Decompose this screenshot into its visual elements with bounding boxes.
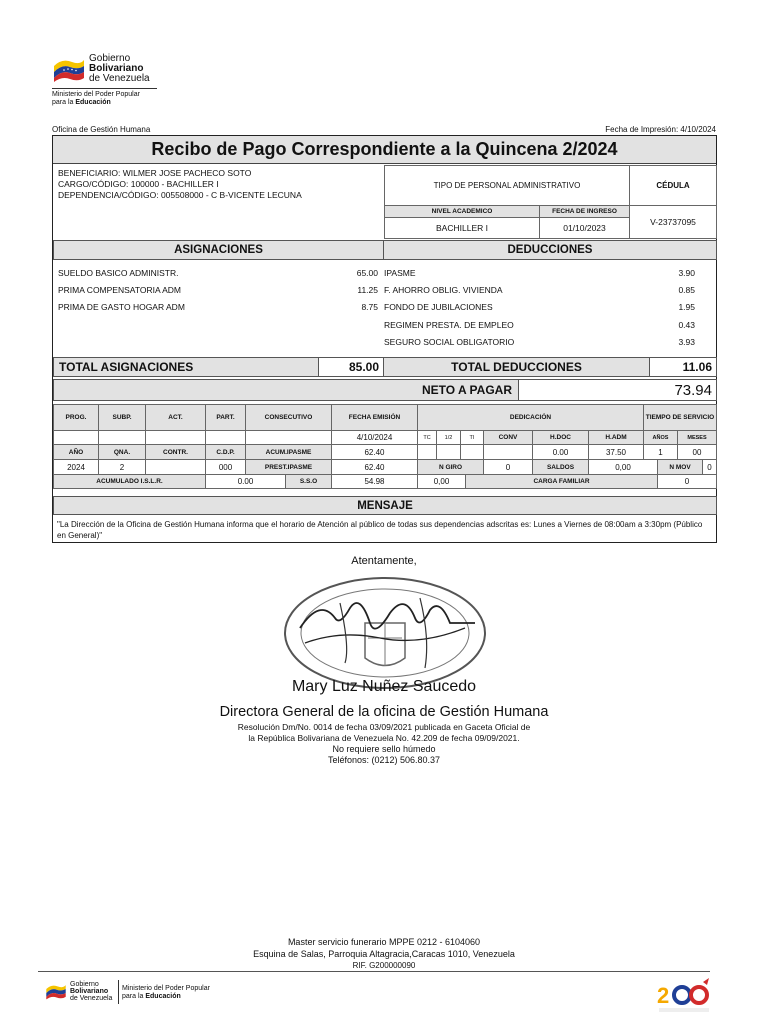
svg-text:2: 2: [657, 983, 670, 1008]
grid-subp-label: SUBP.: [98, 404, 146, 431]
grid-anos-label: AÑOS: [643, 430, 678, 445]
grid-n-mov-label: N MOV: [657, 459, 703, 475]
id-value: V-23737095: [629, 205, 717, 239]
footer-logo-gobierno: Gobierno: [70, 981, 99, 988]
footer-logo-ministry: Ministerio del Poder Popular: [122, 985, 210, 992]
assignment-value: 8.75: [361, 302, 378, 312]
grid-act-value: [145, 430, 206, 445]
footer-logo-bolivariano: Bolivariano: [70, 988, 109, 995]
resolution-info: [0, 722, 768, 766]
grid-saldos-value: 0,00: [588, 459, 658, 475]
grid-prog-label: PROG.: [53, 404, 99, 431]
logo-text-ministry: Ministerio del Poder Popular: [52, 91, 140, 98]
grid-ano-label: AÑO: [53, 444, 99, 460]
grid-consecutivo-value: [245, 430, 332, 445]
signer-role: Directora General de la oficina de Gestión Humana: [219, 704, 549, 720]
print-date: Fecha de Impresión: 4/10/2024: [605, 125, 716, 134]
grid-carga-familiar-label: CARGA FAMILIAR: [465, 474, 658, 489]
deduction-label: FONDO DE JUBILACIONES: [384, 302, 493, 312]
beneficiary-name: BENEFICIARIO: WILMER JOSE PACHECO SOTO: [58, 168, 252, 178]
deductions-header: DEDUCCIONES: [383, 240, 717, 260]
academic-level-label: NIVEL ACADEMICO: [384, 205, 540, 218]
total-assignments-value: 85.00: [318, 357, 384, 377]
grid-ano-value: 2024: [53, 459, 99, 475]
deduction-value: 0.85: [678, 285, 695, 295]
deduction-value: 3.93: [678, 337, 695, 347]
no-stamp-note: No requiere sello húmedo: [332, 744, 436, 754]
grid-dedicacion-label: DEDICACIÓN: [417, 404, 644, 431]
deduction-label: REGIMEN PRESTA. DE EMPLEO: [384, 320, 514, 330]
logo-text-bolivariano: Bolivariano: [89, 63, 144, 74]
grid-n-giro-label: N GIRO: [417, 459, 484, 475]
grid-half-label: 1/2: [436, 430, 461, 445]
resolution-line-1: Resolución Dm/No. 0014 de fecha 03/09/2021 publicada en Gaceta Oficial de: [237, 722, 531, 732]
deduction-value: 3.90: [678, 268, 695, 278]
pay-receipt: [52, 135, 717, 543]
footer-info: [0, 936, 768, 972]
logo-text-education: para la Educación: [52, 99, 111, 106]
venezuela-flag-icon: [52, 56, 86, 82]
total-deductions-value: 11.06: [649, 357, 717, 377]
hire-date-value: 01/10/2023: [539, 217, 630, 239]
message-text: "La Dirección de la Oficina de Gestión Humana informa que el horario de Atención al público de todas sus dependencias adscritas es: Lunes a Viernes de 08:00am a 3:30pm (Público en General)": [57, 520, 703, 540]
grid-tc-label: TC: [417, 430, 437, 445]
phone-numbers: Teléfonos: (0212) 506.80.37: [327, 755, 441, 765]
grid-acum-ipasme-value: 62.40: [331, 444, 418, 460]
assignments-header: ASIGNACIONES: [53, 240, 384, 260]
grid-sso-label: S.S.O: [285, 474, 332, 489]
grid-conv-label: CONV: [483, 430, 533, 445]
grid-prest-ipasme-value: 62.40: [331, 459, 418, 475]
beneficiary-position: CARGO/CÓDIGO: 100000 - BACHILLER I: [58, 179, 219, 189]
grid-ti-label: TI: [460, 430, 484, 445]
logo-text-gobierno: Gobierno: [89, 53, 131, 64]
beneficiary-department: DEPENDENCIA/CÓDIGO: 005508000 - C B-VICENTE LECUNA: [58, 190, 302, 200]
grid-acum-islr-label: ACUMULADO I.S.L.R.: [53, 474, 206, 489]
grid-half-value: [436, 444, 461, 460]
footer-logo-venezuela: de Venezuela: [70, 995, 113, 1002]
grid-carga-familiar-value: 0: [657, 474, 717, 489]
venezuela-flag-icon: [45, 982, 67, 1000]
deduction-value: 1.95: [678, 302, 695, 312]
deduction-label: IPASME: [384, 268, 416, 278]
grid-contr-value: [145, 459, 206, 475]
government-logo: [52, 50, 172, 125]
grid-conv-value: [483, 444, 533, 460]
grid-part-label: PART.: [205, 404, 246, 431]
message-header: MENSAJE: [53, 496, 717, 515]
grid-n-giro-value: 0: [483, 459, 533, 475]
deduction-value: 0.43: [678, 320, 695, 330]
beneficiary-info: [58, 168, 302, 201]
grid-n-mov-value: 0: [702, 459, 717, 475]
grid-fecha-emision-value: 4/10/2024: [331, 430, 418, 445]
assignment-label: SUELDO BASICO ADMINISTR.: [58, 268, 179, 278]
grid-cdp-value: 000: [205, 459, 246, 475]
total-assignments-label: TOTAL ASIGNACIONES: [53, 357, 319, 377]
signer-name: Mary Luz Nuñez Saucedo: [291, 678, 477, 695]
academic-level-value: BACHILLER I: [384, 217, 540, 239]
bicentennial-logo-icon: [655, 976, 715, 1016]
footer-line-2: Esquina de Salas, Parroquia Altagracia,Caracas 1010, Venezuela: [253, 949, 515, 959]
grid-consecutivo-label: CONSECUTIVO: [245, 404, 332, 431]
grid-meses-value: 00: [677, 444, 717, 460]
grid-extra-value: 0,00: [417, 474, 466, 489]
receipt-title: Recibo de Pago Correspondiente a la Quincena 2/2024: [53, 136, 716, 164]
grid-meses-label: MESES: [677, 430, 717, 445]
grid-hdoc-label: H.DOC: [532, 430, 589, 445]
grid-ti-value: [460, 444, 484, 460]
grid-hadm-value: 37.50: [588, 444, 644, 460]
resolution-line-2: la República Bolivariana de Venezuela No. 42.209 de fecha 09/09/2021.: [248, 733, 520, 743]
grid-hdoc-value: 0.00: [532, 444, 589, 460]
grid-fecha-emision-label: FECHA EMISIÓN: [331, 404, 418, 431]
footer-line-1: Master servicio funerario MPPE 0212 - 6104060: [287, 937, 481, 947]
grid-anos-value: 1: [643, 444, 678, 460]
assignment-label: PRIMA DE GASTO HOGAR ADM: [58, 302, 185, 312]
grid-prest-ipasme-label: PREST.IPASME: [245, 459, 332, 475]
footer-divider: [38, 971, 710, 972]
assignment-value: 11.25: [357, 285, 378, 295]
assignment-value: 65.00: [356, 268, 378, 278]
deduction-label: SEGURO SOCIAL OBLIGATORIO: [384, 337, 515, 347]
grid-saldos-label: SALDOS: [532, 459, 589, 475]
grid-acum-ipasme-label: ACUM.IPASME: [245, 444, 332, 460]
footer-logo-education: para la Educación: [122, 993, 181, 1000]
grid-acum-islr-value: 0.00: [205, 474, 286, 489]
deduction-label: F. AHORRO OBLIG. VIVIENDA: [384, 285, 503, 295]
grid-subp-value: [98, 430, 146, 445]
total-deductions-label: TOTAL DEDUCCIONES: [383, 357, 650, 377]
grid-act-label: ACT.: [145, 404, 206, 431]
net-pay-label: NETO A PAGAR: [53, 379, 519, 401]
staff-type: TIPO DE PERSONAL ADMINISTRATIVO: [384, 165, 630, 206]
grid-cdp-label: C.D.P.: [205, 444, 246, 460]
grid-prog-value: [53, 430, 99, 445]
grid-qna-label: QNA.: [98, 444, 146, 460]
grid-hadm-label: H.ADM: [588, 430, 644, 445]
footer-line-3: RIF. G200000090: [352, 961, 416, 970]
grid-contr-label: CONTR.: [145, 444, 206, 460]
closing-text: Atentamente,: [351, 555, 417, 567]
net-pay-value: 73.94: [518, 379, 717, 401]
office-name: Oficina de Gestión Humana: [52, 125, 151, 134]
logo-text-venezuela: de Venezuela: [89, 73, 150, 84]
id-label: CÉDULA: [629, 165, 717, 206]
footer-logo-separator: [118, 980, 119, 1004]
grid-sso-value: 54.98: [331, 474, 418, 489]
assignment-label: PRIMA COMPENSATORIA ADM: [58, 285, 181, 295]
grid-part-value: [205, 430, 246, 445]
grid-tiempo-servicio-label: TIEMPO DE SERVICIO: [643, 404, 717, 431]
grid-qna-value: 2: [98, 459, 146, 475]
grid-tc-value: [417, 444, 437, 460]
hire-date-label: FECHA DE INGRESO: [539, 205, 630, 218]
footer-government-logo: [45, 978, 235, 1008]
logo-divider: [52, 88, 157, 89]
